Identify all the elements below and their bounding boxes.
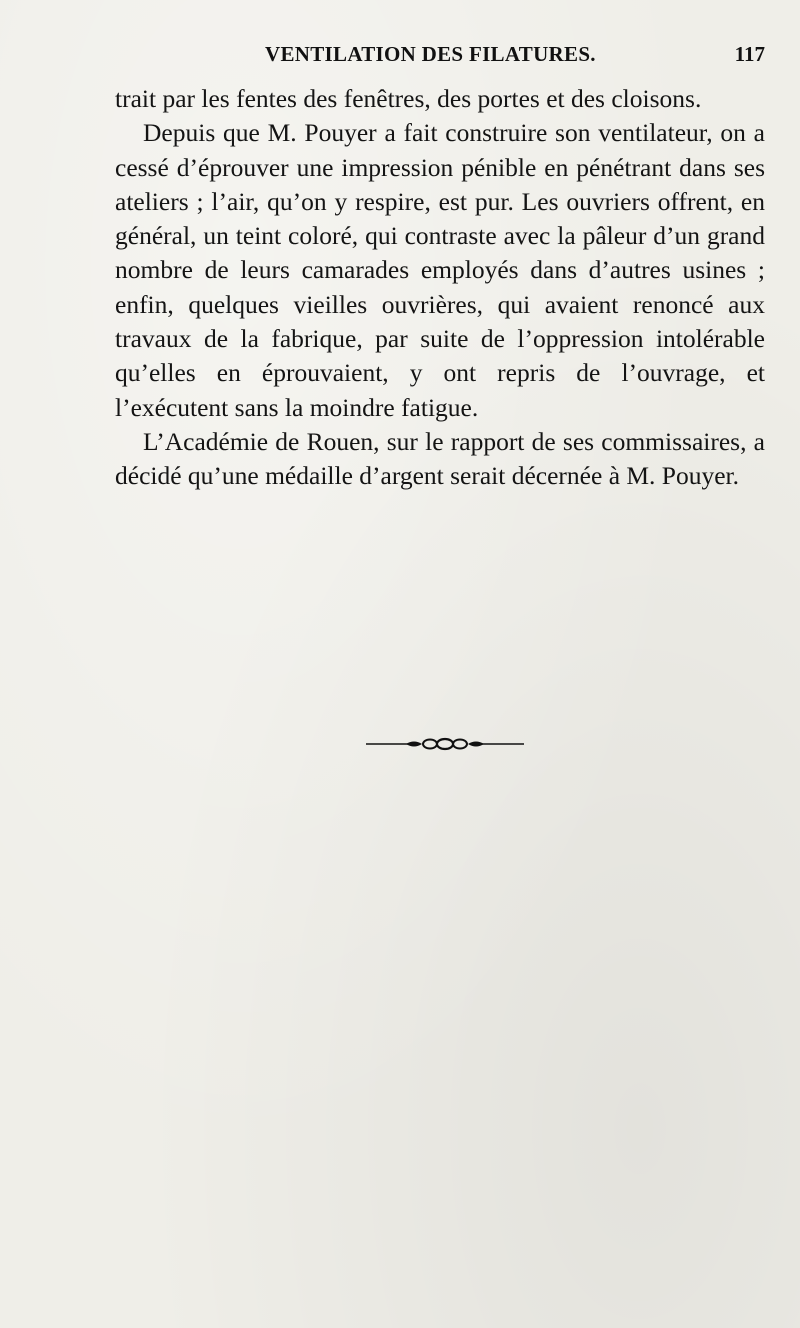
paragraph-1: trait par les fentes des fenêtres, des portes et des cloisons. [115, 84, 702, 113]
running-head [115, 42, 765, 72]
paragraph-3: L’Académie de Rouen, sur le rapport de ses commissaires, a décidé qu’une médaille d’argent serait décernée à M. Pouyer. [115, 426, 765, 491]
paragraph-2: Depuis que M. Pouyer a fait construire son ventilateur, on a cessé d’éprouver une impression pénible en pénétrant dans ses ateliers ; l’air, qu’on y respire, est pur. Les ouvriers offrent, en général, un teint coloré, qui contraste avec la pâleur d’un grand nombre de leurs camarades employés dans d’autres usines ; enfin, quelques vieilles ouvrières, qui avaient renoncé aux travaux de la fabrique, par suite de l’oppression intolérable qu’elles en éprouvaient, y ont repris de l’ouvrage, et l’exécutent sans la moindre fatigue. [115, 118, 765, 422]
decorative-rule-icon [366, 736, 524, 752]
page-number: 117 [734, 42, 765, 66]
body-text [115, 82, 765, 494]
running-title: VENTILATION DES FILATURES. [265, 42, 596, 66]
